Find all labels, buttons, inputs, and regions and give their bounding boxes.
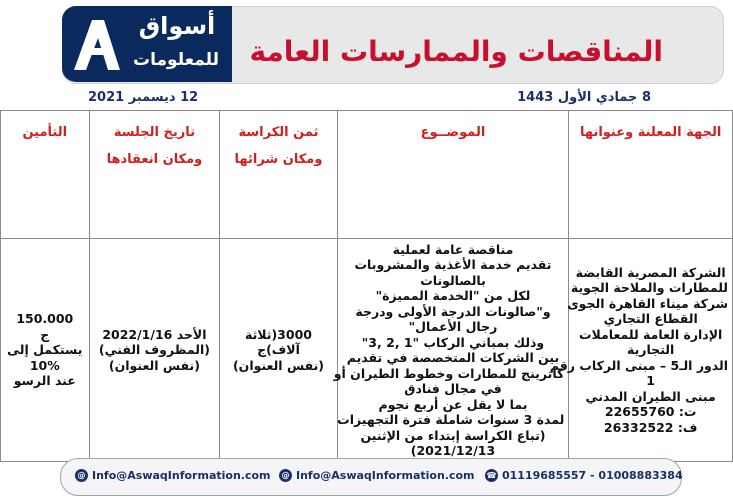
email-icon: @ [75, 469, 88, 482]
cell-line: للمطارات والملاحة الجوية [570, 280, 728, 296]
cell-line: عند الرسو [13, 373, 76, 389]
logo-line2: للمعلومات [133, 50, 219, 70]
cell-line: (المظروف الفني) [98, 342, 210, 358]
footer-email-2-text: Info@AswaqInformation.com [296, 469, 475, 482]
cell-line: الدور الـ5 – مبنى الركاب رقم [549, 357, 728, 373]
cell-line: 150.000 [16, 311, 74, 327]
cell-line: ومكان انعقادها [106, 152, 203, 167]
footer-email-1[interactable] [75, 469, 271, 482]
cell-insurance [1, 239, 90, 462]
cell-line: مبنى الطيران المدني [585, 388, 716, 404]
cell-line: بين الشركات المتخصصة في تقديم [346, 350, 560, 365]
page-title: المناقصات والممارسات العامة [249, 35, 663, 68]
cell-line: و"صالونات الدرجة الأولى ودرجة [355, 303, 551, 319]
cell-line: الشركة المصرية القابضة [575, 264, 726, 280]
cell-subject [333, 239, 569, 462]
cell-line: وذلك بمباني الركاب "1 ,2 ,3" [361, 334, 545, 350]
cell-session [89, 239, 220, 462]
table-row [1, 239, 733, 462]
cell-line: 3000(ثلاثة [245, 326, 312, 342]
cell-line: الأحد 2022/1/16 [102, 326, 207, 342]
cell-line: لكل من "الخدمة المميزة" [375, 288, 531, 303]
phone-icon: ☎ [486, 471, 497, 480]
footer-phones[interactable] [485, 469, 683, 482]
cell-line: (تباع الكراسة إبتداء من الإثنين [360, 427, 546, 443]
cell-line: (نفس العنوان) [232, 357, 325, 373]
cell-line: بالصالونات [420, 272, 486, 288]
logo-line1: أسواق [138, 12, 216, 40]
header-insurance [1, 111, 90, 239]
cell-line: (نفس العنوان) [108, 357, 200, 373]
email-icon: @ [279, 469, 292, 482]
footer-phones-text: 01119685557 - 01008883384 [502, 469, 683, 482]
cell-line: بما لا يقل عن أربع نجوم [378, 396, 528, 412]
logo [62, 6, 232, 82]
cell-line: ت: 22655760 [604, 404, 697, 420]
cell-line: ج [40, 326, 50, 342]
tenders-table [0, 110, 733, 462]
cell-line: يستكمل إلى [7, 342, 83, 358]
cell-line: 1 [646, 373, 655, 389]
cell-line: 10% [29, 357, 60, 373]
cell-line: ثمن الكراسة [238, 125, 319, 140]
cell-line: الموضــوع [420, 125, 486, 140]
cell-line: تاريخ الجلسة [113, 125, 196, 140]
header-session [89, 111, 220, 239]
cell-line: التجارية [627, 342, 675, 358]
cell-entity [549, 239, 733, 462]
cell-line: رجال الأعمال" [408, 319, 498, 334]
date-gregorian: 12 ديسمبر 2021 [88, 90, 199, 105]
header-subject [337, 111, 569, 239]
cell-line: تقديم خدمة الأغذية والمشروبات [354, 257, 552, 272]
cell-line: 2021/12/13) [410, 443, 496, 458]
cell-line: آلاف)ج [257, 342, 300, 358]
header-price [220, 111, 337, 239]
cell-line: القطاع التجاري [603, 311, 698, 327]
cell-line: شركة ميناء القاهرة الجوى [567, 295, 728, 311]
cell-line: التأمين [22, 125, 68, 140]
cell-line: مناقصة عامة لعملية [392, 241, 514, 257]
cell-line: كاترينج للمطارات وخطوط الطيران أو [333, 365, 565, 381]
footer-email-1-text: Info@AswaqInformation.com [92, 469, 271, 482]
logo-mark-icon [70, 18, 120, 72]
date-hijri: 8 جمادي الأول 1443 [517, 90, 651, 105]
table-header-row [1, 111, 733, 239]
header-entity [569, 111, 733, 239]
cell-line: ف: 26332522 [603, 419, 698, 435]
cell-line: الإدارة العامة للمعاملات [578, 326, 723, 342]
cell-line: لمدة 3 سنوات شاملة فترة التجهيزات [337, 412, 565, 427]
cell-price [220, 239, 337, 462]
cell-line: الجهة المعلنة وعنوانها [579, 125, 722, 140]
cell-line: في مجال فنادق [404, 381, 502, 396]
contact-footer [60, 458, 682, 496]
footer-email-2[interactable] [279, 469, 475, 482]
cell-line: ومكان شرائها [234, 152, 323, 167]
